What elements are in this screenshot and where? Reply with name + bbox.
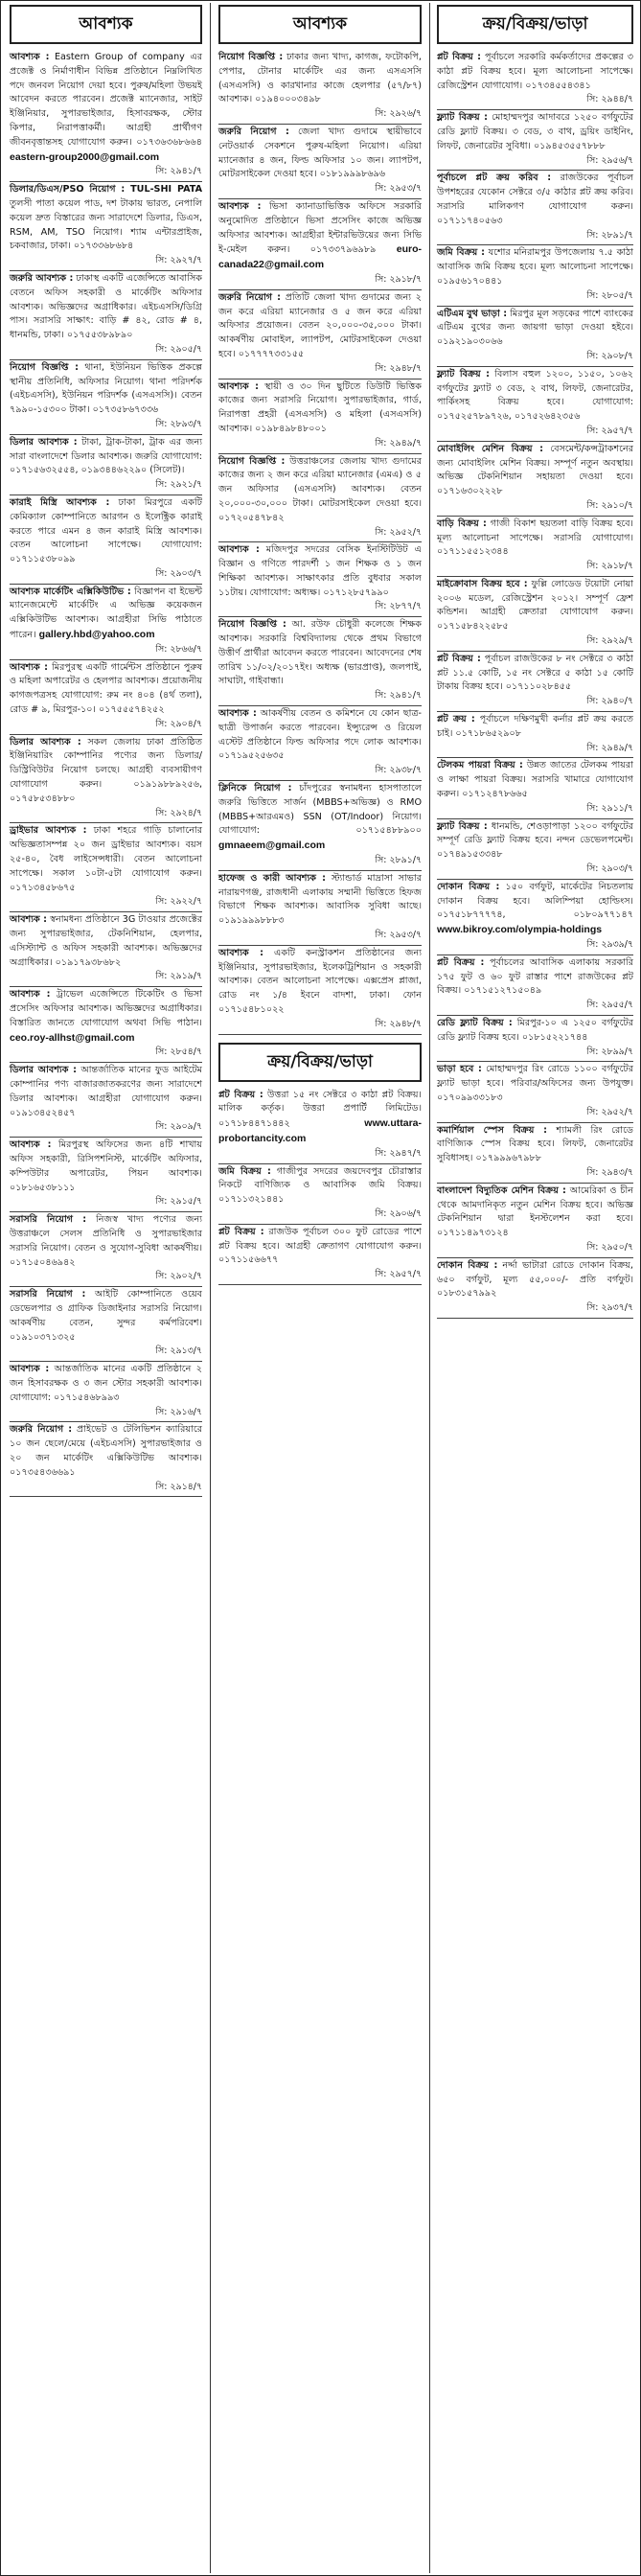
ad-title: ভাড়া হবে : [437, 1064, 482, 1075]
classified-ad [437, 1258, 633, 1319]
classified-ad [218, 1088, 422, 1164]
ad-body: ধানমন্ডি, শেওড়াপাড়া ১২০০ বর্গফুটের সম্পূর্ণ রেডি ফ্ল্যাট বিক্রয় হবে। নন্দন ডেভেলপমেন্ট। ০১৭৪৯১৫৩৩৪৮ [437, 820, 633, 861]
ad-reference-code: সি: ২৯৪৩/৭ [586, 1166, 633, 1178]
column-2-header: আবশ্যক [218, 5, 422, 44]
column-1 [5, 5, 207, 2571]
classified-ad [218, 871, 422, 946]
ad-title: রেডি ফ্ল্যাট বিক্রয় : [437, 1018, 513, 1028]
column-3-header: ক্রয়/বিক্রয়/ভাড়া [437, 5, 633, 44]
ad-reference-code: সি: ২৯০৫/৭ [155, 343, 202, 355]
ad-title: দোকান বিক্রয় : [437, 881, 500, 892]
ad-body: উত্তরাঞ্চলের জেলায় খাদ্য গুদামের কাজের জন্য ২ জন করে এরিয়া ম্যানেজার (এমএ) ও ৫ জন অফিসার (এসএসসি) আবশ্যক। বেতন ২০,০০০-৩০,০০০ টাকা। মোটরসাইকেল দেওয়া হবে। ০১৭২০৫৪৭৮৪২ [218, 455, 422, 523]
ad-title: ডিলার আবশ্যক : [10, 736, 81, 748]
classified-ad [437, 1184, 633, 1258]
ad-title: মাইক্রোবাস বিক্রয় হবে : [437, 578, 528, 589]
column-divider [210, 3, 211, 2573]
ad-title: সরাসরি নিয়োগ : [10, 1289, 86, 1300]
classified-ad [10, 495, 202, 585]
ad-reference-code: সি: ২৮৯৩/৭ [155, 418, 202, 429]
classified-ad [10, 1138, 202, 1212]
ad-title: এটিএম বুথ ভাড়া : [437, 308, 508, 319]
ad-body: পূর্বাচলের আবাসিক এলাকায় সরকারি ১৭৫ ফুট ও ৬০ ফুট রাস্তার পাশে রাজউকের প্লট বিক্রয়। ০১৭১৫১২৭১৫০৪৯ [437, 956, 633, 997]
column-1-ads [10, 50, 202, 1497]
ad-reference-code: সি: ২৯১১/৭ [586, 802, 633, 814]
ad-email-link[interactable]: ceo.roy-allhst@gmail.com [10, 1031, 135, 1044]
ad-reference-code: সি: ২৯৩৮/৭ [375, 765, 422, 776]
ad-reference-code: সি: ২৯৫৫/৭ [586, 1000, 633, 1011]
ad-reference-code: সি: ২৯৫৭/৭ [586, 425, 633, 436]
ad-body: নিজস্ব খাদ্য পণ্যের জন্য উত্তরাঞ্চলে সেলস প্রতিনিধি ও সুপারভাইজার সরাসরি নিয়োগ। বেতন ও সুযোগ-সুবিধা আকর্ষণীয়। ০১৭১৫০৪৬৯৪২ [10, 1214, 202, 1268]
classified-ad [437, 880, 633, 955]
ad-title: আবশ্যক : [218, 708, 257, 720]
ad-body: টাকা, ট্রাক-টাকা, ট্রাক এর জন্য সারা বাংলাদেশে ডিলার আবশ্যক। জরুরি যোগাযোগ: ০১৭১৫৬৩২৫৫৪, ০১৯৩৪৪৬২২৯০ (সিলেট)। [10, 436, 202, 476]
classified-ad [10, 182, 202, 271]
ad-body: রাজউকের পূর্বাচল উপশহরের যেকোন সেক্টরে ৩/৫ কাঠার প্লট ক্রয় করিব। সরাসরি মালিকগণ যোগাযোগ করুন। ০১৭১১৭৪০৫৬৩ [437, 172, 633, 226]
classified-ad [218, 125, 422, 199]
column-1-header: আবশ্যক [10, 5, 202, 44]
ad-reference-code: সি: ২৯৪৮/৭ [375, 1018, 422, 1029]
classified-ad [10, 360, 202, 435]
ad-reference-code: সি: ২৯৪৭/৭ [375, 1147, 422, 1159]
ad-reference-code: সি: ২৯০৩/৭ [155, 567, 202, 579]
classified-ad [10, 1362, 202, 1422]
ad-reference-code: সি: ২৯১৩/৭ [155, 1346, 202, 1357]
ad-body: বেসমেন্ট/কন্সট্রাকশনের জন্য মোবাইলিং মেশিন বিক্রয়। সম্পূর্ণ নতুন অবস্থায়। অভিজ্ঞ টেকনিশিয়ান সহায়তা দেওয়া হবে। ০১৭১৬৩০২২২৮ [437, 443, 633, 497]
ad-reference-code: সি: ২৯৪৪/৭ [586, 94, 633, 105]
classified-ad [10, 1212, 202, 1287]
ad-reference-code: সি: ২৯১৮/৭ [375, 273, 422, 285]
ad-title: আবশ্যক : [218, 947, 263, 958]
ad-body: Eastern Group of company এর প্রজেক্ট ও নির্মাণাধীন বিভিন্ন প্রতিষ্ঠানে নিম্নলিখিত পদে জনবল নিয়োগ দেয়া হবে। পুরুষ/মহিলা উভয়ই আবেদন করতে পারবেন। প্রজেক্ট ম্যানেজার, সাইট ইঞ্জিনিয়ার, সুপারভাইজার, হিসাবরক্ষক, স্টোর কিপার, নিরাপত্তাকর্মী। আগ্রহী প্রার্থীগণ জীবনবৃত্তান্তসহ যোগাযোগ করুন। ০১৭৩৬৩৬৮৬৬৪ [10, 52, 202, 148]
column-3 [432, 5, 638, 2571]
ad-reference-code: সি: ২৯৩৯/৭ [586, 939, 633, 951]
ad-title: প্লট বিক্রয় : [437, 52, 481, 62]
ad-email-link[interactable]: gallery.hbd@yahoo.com [38, 629, 155, 641]
ad-body: ঢাকার জন্য খাদ্য, কাগজ, ফটোকপি, পেপার, টোনার মার্কেটিং এর জন্য এসএসসি (এসএসসি) ও কারখানার কাজে হেলপার (৫৭/৮৭) আবশ্যক। ০১৯৪০০০৩৪৯৮ [218, 52, 422, 105]
ad-title: ডিলার আবশ্যক : [10, 1065, 77, 1076]
ad-body: আকর্ষণীয় বেতন ও কমিশনে যে কোন ছাত্র-ছাত্রী উপার্জন করতে পারবেন। ইন্স্যুরেন্স ও রিয়েল এস্টেট প্রতিষ্ঠানে ফিল্ড অফিসার পদে লোক আবশ্যক। ০১৭১৯৫২৫৬৩৫ [218, 708, 422, 762]
ad-title: ড্রাইভার আবশ্যক : [10, 825, 87, 837]
ad-body: প্রাইভেট ও টেলিভিশন ক্যারিয়ারে ১০ জন ছেলে/মেয়ে (এইচএসসি) সুপারভাইজার ও ২০ জন মার্কেটিং এক্সিকিউটিভ আবশ্যক। ০১৭৩৫৪৩৬৬৯১ [10, 1424, 202, 1478]
classified-ad [10, 585, 202, 660]
column-2-subheader: ক্রয়/বিক্রয়/ভাড়া [218, 1043, 422, 1082]
ad-reference-code: সি: ২৯২৯/৭ [586, 635, 633, 647]
classified-ad [218, 781, 422, 871]
classified-ad [218, 199, 422, 290]
classified-ad [437, 819, 633, 880]
ad-body: মজিদপুর সদরের বেসিক ইনস্টিটিউট এ বিজ্ঞান ও গণিতে পারদর্শী ১ জন শিক্ষক ও ১ জন শিক্ষিকা আবশ্যক। সাক্ষাৎকার প্রতি বুধবার সকাল ১১টায়। যোগাযোগ: অধ্যক্ষ। ০১৭১২৮৫৭৯৯০ [218, 544, 422, 598]
ad-body: বিলাস বহুল ১২০০, ১১৫০, ১০৬২ বর্গফুটের ফ্ল্যাট ৩ বেড, ২ বাথ, লিফট, জেনারেটর, পার্কিংসহ বিক্রয় হবে। যোগাযোগ: ০১৭৫২৫৭৮৯৭২৬, ০১৭৫২৬৪২৩৫৬ [437, 368, 633, 423]
ad-title: নিয়োগ বিজ্ঞপ্তি : [218, 52, 284, 62]
ad-title: হাফেজ ও কারী আবশ্যক : [218, 872, 326, 884]
classified-ad [437, 367, 633, 442]
ad-title: জমি বিক্রয় : [437, 247, 486, 259]
ad-body: স্ট্যান্ডার্ড মাদ্রাসা সাভার নারায়ণগঞ্জ, রাজধানী এলাকায় সম্মানী ভিত্তিতে হিফজ বিভাগে শিক্ষক আবশ্যক। আবাসিক সুবিধা আছে। ০১৯১৯৯৯৮৮৮৩ [218, 872, 422, 927]
ad-title: টেলকম পায়রা বিক্রয় : [437, 760, 523, 771]
ad-body: স্বনামধন্য প্রতিষ্ঠানে 3G টাওয়ার প্রজেক্টের জন্য সুপারভাইজার, টেকনিশিয়ান, হেলপার, এসিস্ট্যান্ট ও অফিস সহকারী আবশ্যক। অভিজ্ঞদের অগ্রাধিকার। ০১৯১৭৯৩৮৬৮২ [10, 914, 202, 968]
ad-body: ১৫০ বর্গফুট, মার্কেটের নিচতলায় দোকান বিক্রয় হবে। অলিম্পিয়া হোল্ডিংস। ০১৭৫১৮৭৭৭৭৪, ০১৮০৯৭৭১৪৭ [437, 881, 633, 921]
ad-reference-code: সি: ২৯২১/৭ [155, 479, 202, 491]
classified-ad [437, 758, 633, 818]
ad-body: পূর্বাচলে দক্ষিণমুখী কর্নার প্লট ক্রয় করতে চাই। ০১৭১৮৬৫২৯০৮ [437, 714, 633, 739]
ad-reference-code: সি: ২৯৫৬/৭ [586, 154, 633, 166]
classified-ad [10, 271, 202, 360]
ad-reference-code: সি: ২৯৪১/৭ [375, 690, 422, 702]
ad-title: আবশ্যক : [10, 914, 47, 926]
classified-ad [218, 380, 422, 454]
ad-body: ফুল্লি লোডেড টয়োটা নোয়া ২০০৬ মডেল, রেজিস্ট্রেশন ২০১২। সম্পূর্ণ ফ্রেশ কন্ডিশন। আগ্রহী ক্রেতারা যোগাযোগ করুন। ০১৭১৫৮৪২২৫৮৫ [437, 578, 633, 632]
classified-ad [10, 823, 202, 912]
classified-ad [437, 955, 633, 1016]
ad-title: নিয়োগ বিজ্ঞপ্তি : [218, 455, 286, 467]
classified-ad [437, 171, 633, 245]
ad-email-link[interactable]: gmnaeem@gmail.com [218, 840, 326, 852]
ad-email-link[interactable]: euro-canada22@gmail.com [218, 243, 422, 271]
ad-body: তুলসী পাতা কয়েল পাড, দশ টাকায় ভারত, নেপালি কয়েল দ্রুত বিস্তারের জন্য সারাদেশে ডিলার, ডিএস, RSM, AM, TSO নিয়োগ। শ্যাম এন্টারপ্রাইজ, চকবাজার, ঢাকা। ০১৭৩৩৬৮৬৮৪ [10, 197, 202, 252]
classified-ad [218, 1225, 422, 1285]
ad-title: ফ্ল্যাট বিক্রয় : [437, 112, 488, 124]
ad-reference-code: সি: ২৯২৭/৭ [155, 255, 202, 266]
ad-title: আবশ্যক : [218, 544, 260, 556]
classified-ad [10, 660, 202, 735]
ad-reference-code: সি: ২৯২২/৭ [155, 896, 202, 908]
ad-title: সরাসরি নিয়োগ : [10, 1214, 87, 1226]
ad-title: ডিলার আবশ্যক : [10, 436, 78, 448]
ad-reference-code: সি: ২৮৫৪/৭ [155, 1046, 202, 1058]
ad-body: ট্রাভেল এজেন্সিতে টিকেটিং ও ভিসা প্রসেসিং অফিসার আবশ্যক। অভিজ্ঞদের অগ্রাধিকার। বিস্তারিত জানতে যোগাযোগ অথবা সিভি পাঠান। [10, 989, 202, 1028]
ad-title: আবশ্যক : [218, 380, 259, 392]
ad-reference-code: সি: ২৯১৫/৭ [155, 1196, 202, 1208]
ad-reference-code: সি: ২৯১৯/৭ [155, 971, 202, 982]
classified-ad [10, 1422, 202, 1497]
ad-reference-code: সি: ২৯০৯/৭ [155, 1121, 202, 1133]
classified-ad [437, 1123, 633, 1184]
ad-title: আবশ্যক : [10, 989, 51, 1000]
ad-reference-code: সি: ২৯০৪/৭ [155, 718, 202, 729]
ad-reference-code: সি: ২৯৫২/৭ [586, 1106, 633, 1117]
ad-body: থানা, ইউনিয়ন ভিত্তিক প্রকল্পে স্থানীয় প্রতিনিধি, অফিসার নিয়োগ। থানা পরিদর্শক (এইচএসসি), ইউনিয়ন পরিদর্শক (এসএসসি)। বেতন ৭৯৯০-১৫৩০০ টাকা। ০১৭৩৫৮৬৭৩৩৬ [10, 361, 202, 416]
ad-body: আন্তর্জাতিক মানের একটি প্রতিষ্ঠানে ২ জন হিসাবরক্ষক ও ৩ জন স্টোর সহকারী আবশ্যক। যোগাযোগ: ০১৭১৫৪৬৮৯৯৩ [10, 1364, 202, 1403]
ad-body: পূর্বাচল রাজউকের ৮ নং সেক্টরে ৩ কাঠা প্লট ১১.৫ কোটি, ১৫ নং সেক্টরে ৫ কাঠা ১৫ কোটি টাকায় বিক্রয় হবে। ০১৭১১০২৮৪৫৫ [437, 653, 633, 693]
ad-body: মোহাম্মদপুর আদাবরে ১২৫০ বর্গফুটের রেডি ফ্ল্যাট বিক্রয়। ৩ বেড, ৩ বাথ, ড্রয়িং ডাইনিং, লিফট, জেনারেটর সুবিধা। ০১৯৪৫৩৫৫৭৮৮৮ [437, 112, 633, 151]
ad-reference-code: সি: ২৯৫০/৭ [586, 1241, 633, 1253]
classified-ad [218, 290, 422, 380]
ad-title: আবশ্যক : [10, 52, 50, 62]
ad-reference-code: সি: ২৮৭৭/৭ [375, 601, 422, 612]
ad-title: মোবাইলিং মেশিন বিক্রয় : [437, 443, 543, 454]
classified-ad [437, 1062, 633, 1122]
ad-email-link[interactable]: www.bikroy.com/olympia-holdings [437, 924, 603, 936]
ad-body: প্রতিটি জেলা খাদ্য গুদামের জন্য ২ জন করে এরিয়া ম্যানেজার ও ৫ জন করে এরিয়া অফিসার প্রয়োজন। বেতন ২০,০০০-৩৫,০০০ টাকা। আকর্ষণীয় মোবাইল, ল্যাপটপ, মোটরসাইকেল দেওয়া হবে। ০১৭৭৭৭৩৩১৫৫ [218, 291, 422, 359]
ad-body: আন্তর্জাতিক মানের ফুড আইটেম কোম্পানির পণ্য বাজারজাতকরণের জন্য সারাদেশে ডিলার আবশ্যক। আগ্রহীরা যোগাযোগ করুন। ০১৯১৩৪৫২৪৫৭ [10, 1065, 202, 1118]
ad-reference-code: সি: ২৯৪৯/৭ [375, 437, 422, 448]
ad-body: ভিসা ক্যানাডাভিত্তিক অফিসে সরকারি অনুমোদিত প্রতিষ্ঠানে ভিসা প্রসেসিং কাজে অভিজ্ঞ অফিসার আবশ্যক। আগ্রহীরা ইন্টারভিউয়ের জন্য সিভি ই-মেইল করুন। ০১৭৩৩৭৯৬৯৮৯ [218, 200, 422, 256]
ad-body: উত্তরা ১৫ নং সেক্টরে ৩ কাঠা প্লট বিক্রয়। মালিক কর্তৃক। উত্তরা প্রপার্টি লিমিটেড। ০১৭১৮৪৪৭১৪৪২ [218, 1089, 422, 1130]
classified-ad [437, 652, 633, 712]
ad-body: আ. রউফ চৌধুরী কলেজে শিক্ষক আবশ্যক। সরকারি বিশ্ববিদ্যালয় থেকে প্রথম বিভাগে উত্তীর্ণ প্রার্থীরা আবেদন করতে পারবেন। আবেদনের শেষ তারিখ ১১/০২/২০১৭ইং। অধ্যক্ষ (ভারপ্রাপ্ত), জলপাই, সাঘাটা, গাইবান্ধা। [218, 619, 422, 687]
classified-ad [10, 912, 202, 987]
ad-reference-code: সি: ২৯৪৯/৭ [586, 742, 633, 753]
ad-title: জরুরি নিয়োগ : [218, 291, 281, 303]
column-divider [429, 3, 430, 2573]
ad-title: প্লট বিক্রয় : [437, 956, 485, 968]
classified-ad [10, 1287, 202, 1362]
ad-reference-code: সি: ২৯০৮/৭ [586, 350, 633, 361]
classified-ad [218, 946, 422, 1035]
ad-reference-code: সি: ২৯০৩/৭ [586, 863, 633, 875]
classified-ad [218, 1164, 422, 1225]
ad-body: আমেরিকা ও চীন থেকে আমদানিকৃত নতুন মেশিন বিক্রয় হবে। অভিজ্ঞ টেকনিশিয়ান দ্বারা ইনস্টলেশন করা হবে। ০১৭১১৪৯৭৩১২৪ [437, 1184, 633, 1239]
ad-reference-code: সি: ২৮৯১/৭ [375, 855, 422, 866]
ad-body: মিরপুরস্থ অফিসের জন্য ৪টি শাখায় অফিস সহকারী, রিসিপশনিস্ট, মার্কেটিং অফিসার, কম্পিউটার অপারেটর, পিয়ন আবশ্যক। ০১৮১৬৫৩৮১১১ [10, 1139, 202, 1193]
ad-title: কমার্শিয়াল স্পেস বিক্রয় : [437, 1124, 548, 1136]
ad-body: চাঁদপুরের স্বনামধন্য হাসপাতালে জরুরি ভিত্তিতে সার্জন (MBBS+অভিজ্ঞ) ও RMO (MBBS+আরএমও) SSN (OT/Indoor) নিয়োগ। যোগাযোগ: ০১৭১৫৪৮৮৯০০ [218, 783, 422, 837]
ad-title: ফ্ল্যাট বিক্রয় : [437, 368, 490, 380]
classified-ad [10, 987, 202, 1063]
ad-title: আবশ্যক : [218, 200, 262, 212]
ad-title: জমি বিক্রয় : [218, 1165, 271, 1177]
ad-reference-code: সি: ২৯৪০/৭ [586, 696, 633, 707]
ad-body: যশোর মনিরামপুর উপজেলায় ৭.৫ কাঠা আবাসিক জমি বিক্রয় হবে। মূল্য আলোচনা সাপেক্ষে। ০১৯৫৬১৭০৪৪১ [437, 247, 633, 287]
ad-title: প্লট বিক্রয় : [218, 1226, 264, 1237]
ad-title: ডিলার/ডিএস/PSO নিয়োগ : TUL-SHI PATA [10, 184, 202, 196]
classified-ad [437, 50, 633, 110]
ad-body: রাজউক পূর্বাচল ৩০০ ফুট রোডের পাশে প্লট বিক্রয় হবে। আগ্রহী ক্রেতাগণ যোগাযোগ করুন। ০১৭১১৫৬৬৭৭ [218, 1226, 422, 1266]
ad-body: উন্নত জাতের টেলকম পায়রা ও লাক্ষা পায়রা বিক্রয়। সরাসরি খামারে যোগাযোগ করুন। ০১৭১২৪৭৮৬৬৫ [437, 760, 633, 800]
ad-title: ফ্ল্যাট বিক্রয় : [437, 820, 488, 832]
column-2 [214, 5, 426, 2571]
classified-ad [437, 577, 633, 652]
classified-ad [218, 454, 422, 543]
ad-reference-code: সি: ২৯১৪/৭ [155, 1481, 202, 1492]
ad-body: বিজ্ঞাপন বা ইভেন্ট ম্যানেজমেন্টে মার্কেটিং এ অভিজ্ঞ কয়েকজন এক্সিকিউটিভ আবশ্যক। আগ্রহীরা সিভি পাঠাতে পারেন। [10, 586, 202, 641]
ad-title: নিয়োগ বিজ্ঞপ্তি : [10, 361, 80, 373]
ad-title: আবশ্যক : [10, 661, 48, 673]
ad-reference-code: সি: ২৯১০/৭ [586, 499, 633, 511]
classified-ad [437, 1016, 633, 1062]
column-2-ads [218, 50, 422, 1035]
ad-body: শ্যামলী রিং রোডে বাণিজ্যিক স্পেস বিক্রয় হবে। লিফট, জেনারেটর সুবিধাসহ। ০১৭৯৯৯৬৭৯৮৮ [437, 1124, 633, 1164]
ad-email-link[interactable]: eastern-group2000@gmail.com [10, 150, 160, 163]
classified-ad [218, 706, 422, 781]
ad-title: কারাই মিস্ত্রি আবশ্যক : [10, 496, 110, 508]
ad-reference-code: সি: ২৮৯৯/৭ [586, 1046, 633, 1057]
ad-body: আইটি কোম্পানিতে ওয়েব ডেভেলপার ও গ্রাফিক ডিজাইনার সরাসরি নিয়োগ। আকর্ষণীয় বেতন, সুন্দর কর্মপরিবেশ। ০১৯১০৩৭১৩২৫ [10, 1289, 202, 1343]
ad-body: গাজী বিকাশ ছয়তলা বাড়ি বিক্রয় হবে। মূল্য আলোচনা সাপেক্ষে। সরাসরি যোগাযোগ। ০১৭১১৫৫১২৩৪৪ [437, 518, 633, 558]
ad-body: ঢাকা মিরপুরে একটি কেমিক্যাল কোম্পানিতে আরগন ও ইলেক্ট্রিক কারাই করতে পারে এমন ৪ জন কারাই মিস্ত্রি আবশ্যক। বেতন আলোচনা সাপেক্ষে। যোগাযোগ: ০১৭১১৫৩৮০৯৯ [10, 496, 202, 565]
classified-ad [437, 307, 633, 367]
ad-title: আবশ্যক মার্কেটিং এক্সিকিউটিভ : [10, 586, 131, 597]
ad-title: নিয়োগ বিজ্ঞপ্তি : [218, 619, 286, 631]
ad-title: জরুরি নিয়োগ : [10, 1424, 73, 1436]
ad-reference-code: সি: ২৯৪৮/৭ [375, 362, 422, 374]
ad-title: বাংলাদেশ বিদ্যুতিক মেশিন বিক্রয় : [437, 1184, 566, 1196]
ad-reference-code: সি: ২৯১৬/৭ [155, 1406, 202, 1417]
classified-ad [437, 712, 633, 758]
classified-ad [218, 617, 422, 706]
ad-reference-code: সি: ২৯৫৩/৭ [375, 183, 422, 195]
ad-reference-code: সি: ২৮০৫/৭ [586, 289, 633, 301]
ad-title: জরুরি নিয়োগ : [218, 126, 289, 137]
ad-title: প্লট ক্রয় : [437, 714, 475, 725]
ad-body: জেলা খাদ্য গুদামে স্থায়ীভাবে নেটওয়ার্ক সেকশনে পুরুষ-মহিলা নিয়োগ। এরিয়া ম্যানেজার ৪ জন, ফিল্ড অফিসার ১০ জন। ল্যাপটপ, মোটরসাইকেল দেওয়া হবে। ০১৮১৯৯৯৮৬৯৬ [218, 126, 422, 180]
ad-body: মিরপুর মূল সড়কের পাশে ব্যাংকের এটিএম বুথের জন্য জায়গা ভাড়া দেওয়া হইবে। ০১৯২১৯০৩০৬৬ [437, 308, 633, 348]
ad-reference-code: সি: ২৯৫৩/৭ [375, 930, 422, 941]
ad-reference-code: সি: ২৮৯১/৭ [586, 229, 633, 241]
classified-ad [218, 542, 422, 617]
ad-body: ঢাকাস্থ একটি এজেন্সিতে আবাসিক বেতনে অফিস সহকারী ও মার্কেটিং অফিসার আবশ্যক। অভিজ্ঞদের অগ্রাধিকার। এইচএসসি/ডিগ্রি পাস। সরাসরি সাক্ষাৎ: বাড়ি # ৪২, রোড # ৪, ধানমন্ডি, ঢাকা। ০১৭৫৫৩৮৯৮৯০ [10, 272, 202, 341]
ad-title: বাড়ি বিক্রয় : [437, 518, 487, 529]
column-3-ads [437, 50, 633, 1319]
ad-title: আবশ্যক : [10, 1139, 52, 1151]
ad-body: মোহাম্মদপুর রিং রোডে ১১০০ বর্গফুটের ফ্ল্যাট ভাড়া হবে। পরিবার/অফিসের জন্য উপযুক্ত। ০১৭০৯৯৩৩১৮৩ [437, 1064, 633, 1103]
classified-ad [437, 517, 633, 577]
ad-body: মিরপুরস্থ একটি গার্মেন্টস প্রতিষ্ঠানে পুরুষ ও মহিলা অপারেটর ও হেলপার আবশ্যক। প্রয়োজনীয় কাগজপত্রসহ যোগাযোগ: রুম নং ৪০৪ (৪র্থ তলা), রোড # ৯, মিরপুর-১০। ০১৭৫৫৫৭৪২৫২ [10, 661, 202, 716]
ad-reference-code: সি: ২৯০৬/৭ [375, 1208, 422, 1219]
classified-ad [10, 735, 202, 824]
ad-body: পূর্বাচলে সরকারি কর্মকর্তাদের প্রকল্পের ৩ কাঠা প্লট বিক্রয় হবে। মূল্য আলোচনা সাপেক্ষে। রেজিস্ট্রেশন যোগাযোগ। ০১৭৩৪৫৫৪৩৪১ [437, 52, 633, 91]
ad-reference-code: সি: ২৯৫২/৭ [375, 526, 422, 538]
ad-body: একটি কনস্ট্রাকশন প্রতিষ্ঠানের জন্য ইঞ্জিনিয়ার, সুপারভাইজার, ইলেকট্রিশিয়ান ও সহকারী আবশ্যক। বেতন আলোচনা সাপেক্ষে। এক্সপ্রেস প্লাজা, রোড নং ১/৪ ইবনে বাদশা, ঢাকা। ফোন ০১৭১৫৪৮১০২২ [218, 947, 422, 1015]
ad-reference-code: সি: ২৯৫৭/৭ [375, 1269, 422, 1280]
ad-body: মিরপুর-১০ এ ১২৫০ বর্গফুটের রেডি ফ্ল্যাট বিক্রয় হবে। ০১৮১৫২২১৭৪৪ [437, 1018, 633, 1043]
ad-title: প্লট বিক্রয় : [218, 1089, 263, 1100]
ad-title: দোকান বিক্রয় : [437, 1259, 498, 1271]
ad-body: ঢাকা শহরে গাড়ি চালানোর অভিজ্ঞতাসম্পন্ন ২০ জন ড্রাইভার আবশ্যক। বয়স ২৫-৪০, বৈধ লাইসেন্সধারী। বেতন আলোচনা সাপেক্ষে। সকাল ১০টা-৫টা যোগাযোগ করুন। ০১৭১৩৪৫৮৬৭৫ [10, 825, 202, 893]
ad-body: গাজীপুর সদরের জয়দেবপুর চৌরাস্তার নিকটে বাণিজ্যিক ও আবাসিক জমি বিক্রয়। ০১৭১১৩২১৪৪১ [218, 1165, 422, 1206]
classified-ad [218, 50, 422, 125]
classified-ad [437, 442, 633, 517]
ad-reference-code: সি: ২৯১৮/৭ [586, 561, 633, 572]
ad-reference-code: সি: ২৯৩৭/৭ [586, 1302, 633, 1314]
classified-ad [437, 110, 633, 171]
classified-ad [437, 245, 633, 306]
ad-title: জরুরি আবশ্যক : [10, 272, 74, 284]
ad-body: সকল জেলায় ঢাকা প্রতিষ্ঠিত ইঞ্জিনিয়ারিং কোম্পানির পণ্যের জন্য ডিলার/ডিস্ট্রিবিউটর নিয়োগ চলছে। আগ্রহী ব্যবসায়ীগণ যোগাযোগ করুন। ০১৯১৯৮৮৯২৫৬, ০১৭৫৮৫৩৪৮৮০ [10, 736, 203, 804]
ad-reference-code: সি: ২৯২৪/৭ [155, 807, 202, 818]
ad-title: ক্লিনিকে নিয়োগ : [218, 783, 292, 794]
ad-reference-code: সি: ২৮৬৬/৭ [155, 643, 202, 655]
classified-ad [10, 1063, 202, 1138]
ad-title: আবশ্যক : [10, 1364, 50, 1375]
column-2-sub-ads [218, 1088, 422, 1285]
ad-reference-code: সি: ২৯৪১/৭ [155, 166, 202, 177]
ad-title: পূর্বাচলে প্লট ক্রয় করিব : [437, 172, 552, 184]
ad-email-link[interactable]: www.uttara-probortancity.com [218, 1117, 422, 1144]
classified-ad [10, 50, 202, 182]
ad-body: স্থায়ী ও ৩০ দিন ছুটিতে ডিউটি ভিত্তিক কাজের জন্য সরাসরি নিয়োগ। সুপারভাইজার, গার্ড, নিরাপত্তা প্রহরী (এসএসসি) ও মহিলা (এসএসসি) আবশ্যক। ০১৯৮৪৯৮৪৮০০১ [218, 380, 422, 434]
ad-title: প্লট বিক্রয় : [437, 653, 481, 664]
classified-ad [10, 435, 202, 495]
ad-body: নর্দ্দা ভাটারা রোডে দোকান বিক্রয়, ৬৫০ বর্গফুট, মূল্য ৫৫,০০০/- প্রতি বর্গফুট। ০১৮৩১৫৭৯৯২ [437, 1259, 633, 1300]
ad-reference-code: সি: ২৯২৬/৭ [375, 108, 422, 120]
ad-reference-code: সি: ২৯০২/৭ [155, 1271, 202, 1282]
